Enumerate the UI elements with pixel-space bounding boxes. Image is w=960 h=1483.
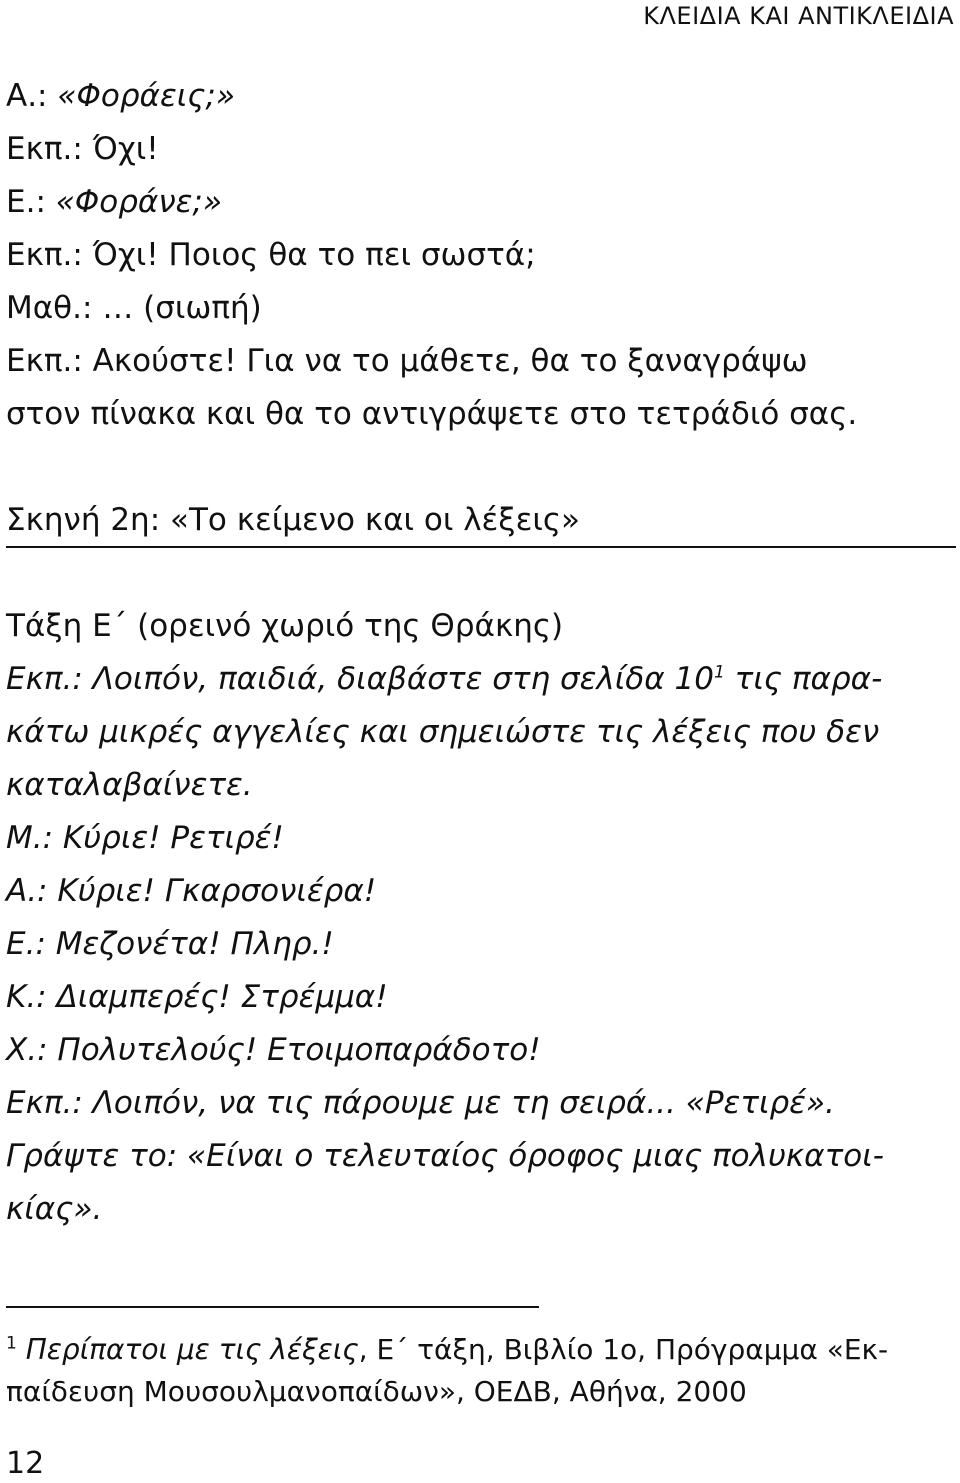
teacher-speech-line-2: κάτω μικρές αγγελίες και σημειώστε τις λέξεις που δεν: [6, 714, 880, 750]
speaker-label: Εκπ.:: [6, 237, 93, 273]
dialogue-line: Μ.: Κύριε! Ρετιρέ!: [6, 820, 284, 856]
footnote-divider: [6, 1306, 539, 1308]
closing-line-1: Εκπ.: Λοιπόν, να τις πάρουμε με τη σειρά... «Ρετιρέ».: [6, 1085, 835, 1121]
dialogue-line: [6, 288, 262, 328]
teacher-speech-line-3: καταλαβαίνετε.: [6, 767, 253, 803]
footnote-line-1: $^1$ Περίπατοι με τις λέξεις, Ε΄ τάξη, Βιβλίο 1ο, Πρόγραμμα «Εκ-: [6, 1333, 889, 1366]
speech-line-1: Εκπ.: Ακούστε! Για να το μάθετε, θα το ξαναγράψω: [6, 343, 808, 379]
footnote-reference: 1: [713, 662, 725, 683]
dialogue-text: «Φοράνε;»: [55, 184, 223, 220]
footnote-number: 1: [6, 1333, 17, 1354]
dialogue-line: [6, 235, 536, 275]
dialogue-line: [6, 76, 235, 116]
dialogue-line: Χ.: Πολυτελούς! Ετοιμοπαράδοτο!: [6, 1032, 541, 1068]
dialogue-line: Ε.: Μεζονέτα! Πληρ.!: [6, 926, 334, 962]
dialogue-line: [6, 182, 222, 222]
section-divider: [6, 546, 956, 548]
page-number: 12: [6, 1446, 45, 1481]
speaker-label: Ε.:: [6, 184, 56, 220]
scene-setting: Τάξη Ε΄ (ορεινό χωριό της Θράκης): [6, 608, 564, 644]
speaker-label: Α.:: [6, 78, 58, 114]
dialogue-text: Όχι!: [92, 131, 159, 167]
running-header: ΚΛΕΙΔΙΑ ΚΑΙ ΑΝΤΙΚΛΕΙΔΙΑ: [643, 2, 954, 30]
speaker-label: Μαθ.:: [6, 290, 103, 326]
dialogue-text: … (σιωπή): [102, 290, 262, 326]
footnote-line-2: παίδευση Μουσουλμανοπαίδων», ΟΕΔΒ, Αθήνα, 2000: [6, 1375, 747, 1408]
speaker-label: Εκπ.:: [6, 131, 93, 167]
dialogue-line: Κ.: Διαμπερές! Στρέμμα!: [6, 979, 388, 1015]
dialogue-line: [6, 129, 159, 169]
closing-line-2: Γράψτε το: «Είναι ο τελευταίος όροφος μιας πολυκατοι-: [6, 1138, 884, 1174]
teacher-speech-line-1: Εκπ.: Λοιπόν, παιδιά, διαβάστε στη σελίδα $10^1$ τις παρα-: [6, 661, 883, 697]
closing-line-3: κίας».: [6, 1191, 103, 1227]
dialogue-line: Α.: Κύριε! Γκαρσονιέρα!: [6, 873, 377, 909]
scene-title: Σκηνή 2η: «Το κείμενο και οι λέξεις»: [6, 502, 580, 538]
dialogue-text: Όχι! Ποιος θα το πει σωστά;: [92, 237, 536, 273]
dialogue-text: «Φοράεις;»: [57, 78, 235, 114]
speech-line-2: στον πίνακα και θα το αντιγράψετε στο τετράδιό σας.: [6, 396, 858, 432]
footnote-title: Περίπατοι με τις λέξεις: [25, 1333, 359, 1366]
